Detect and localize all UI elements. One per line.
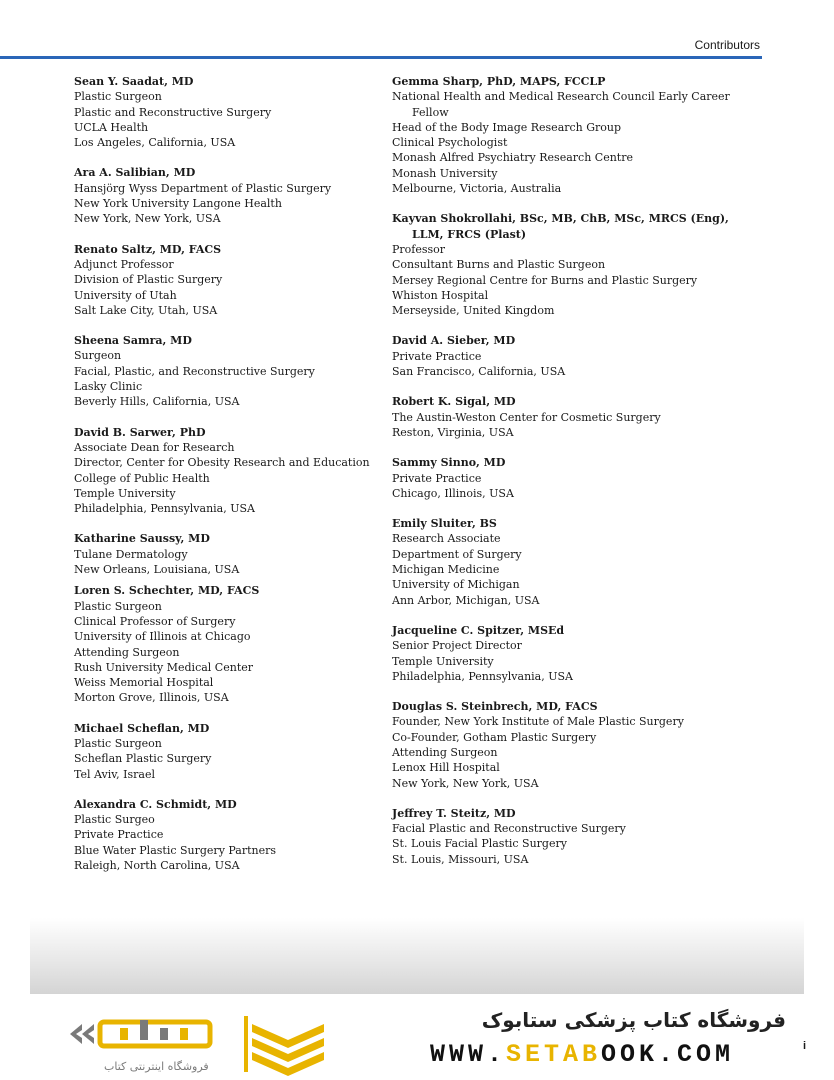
contributor-affiliation-line: Mersey Regional Centre for Burns and Plastic Surgery bbox=[392, 273, 698, 287]
contributor-affiliation-line: Blue Water Plastic Surgery Partners bbox=[74, 843, 277, 857]
contributor-name: Sheena Samra, MD bbox=[74, 334, 192, 348]
contributor-affiliation-line: Michigan Medicine bbox=[392, 563, 500, 577]
contributor-affiliation-line: Clinical Psychologist bbox=[392, 136, 508, 150]
logo-subtitle: فروشگاه اینترنتی کتاب bbox=[104, 1060, 209, 1073]
contributor-affiliation-line: Ann Arbor, Michigan, USA bbox=[392, 593, 540, 607]
contributor-affiliation-line: New York, New York, USA bbox=[392, 776, 539, 790]
running-header-title: Contributors bbox=[694, 38, 760, 52]
store-url[interactable] bbox=[430, 1040, 734, 1069]
contributor-affiliation-line: Department of Surgery bbox=[392, 547, 522, 561]
contributor-name: David B. Sarwer, PhD bbox=[74, 425, 206, 439]
footer-shade bbox=[30, 918, 804, 994]
contributor-affiliation-line: Adjunct Professor bbox=[74, 257, 174, 271]
contributor-affiliation-line: Founder, New York Institute of Male Plastic Surgery bbox=[392, 715, 684, 729]
contributor-name-continued: LLM, FRCS (Plast) bbox=[412, 227, 527, 241]
contributor-affiliation-line: Monash University bbox=[392, 166, 498, 180]
contributor-affiliation-line: New York, New York, USA bbox=[74, 212, 221, 226]
contributor-affiliation-line: Lasky Clinic bbox=[74, 380, 143, 394]
contributor-entry bbox=[74, 721, 374, 782]
store-url-accent: SETAB bbox=[506, 1040, 602, 1069]
contributor-entry bbox=[392, 806, 772, 867]
store-url-pre: WWW. bbox=[430, 1040, 507, 1069]
contributor-affiliation-line: Consultant Burns and Plastic Surgeon bbox=[392, 258, 606, 272]
contributor-affiliation-line: San Francisco, California, USA bbox=[392, 365, 566, 379]
contributor-affiliation-line: Plastic and Reconstructive Surgery bbox=[74, 105, 272, 119]
contributor-affiliation-line: Scheflan Plastic Surgery bbox=[74, 752, 212, 766]
contributor-name: Douglas S. Steinbrech, MD, FACS bbox=[392, 700, 598, 714]
contributor-affiliation-line: Lenox Hill Hospital bbox=[392, 761, 500, 775]
contributor-affiliation-line: Research Associate bbox=[392, 532, 501, 546]
contributor-affiliation-line: Salt Lake City, Utah, USA bbox=[74, 303, 218, 317]
contributor-affiliation-line: Rush University Medical Center bbox=[74, 660, 254, 674]
contributor-entry bbox=[392, 699, 772, 791]
contributor-affiliation-line: Los Angeles, California, USA bbox=[74, 136, 236, 150]
contributor-affiliation-line: Associate Dean for Research bbox=[74, 440, 235, 454]
setabook-logo bbox=[68, 1010, 328, 1078]
contributor-affiliation-line: UCLA Health bbox=[74, 120, 149, 134]
header-rule bbox=[0, 56, 762, 59]
contributor-affiliation-line: Private Practice bbox=[392, 471, 482, 485]
contributor-affiliation-line: Head of the Body Image Research Group bbox=[392, 120, 622, 134]
contributor-entry bbox=[392, 455, 772, 501]
contributor-affiliation-line: Beverly Hills, California, USA bbox=[74, 395, 240, 409]
contributor-affiliation-line: St. Louis, Missouri, USA bbox=[392, 852, 529, 866]
contributor-name: Kayvan Shokrollahi, BSc, MB, ChB, MSc, MRCS (Eng), bbox=[392, 212, 729, 226]
contributor-entry bbox=[392, 623, 772, 684]
contributor-name: Ara A. Salibian, MD bbox=[74, 166, 196, 180]
contributor-name: Emily Sluiter, BS bbox=[392, 517, 497, 531]
contributor-entry bbox=[392, 516, 772, 608]
store-url-post: OOK.COM bbox=[601, 1040, 735, 1069]
store-name: فروشگاه کتاب پزشکی ستابوک bbox=[481, 1008, 786, 1032]
contributor-affiliation-line: Surgeon bbox=[74, 349, 122, 363]
contributor-affiliation-line: Co-Founder, Gotham Plastic Surgery bbox=[392, 730, 597, 744]
contributor-name: Renato Saltz, MD, FACS bbox=[74, 242, 222, 256]
contributor-affiliation-line: Plastic Surgeon bbox=[74, 90, 162, 104]
page-marker: i bbox=[802, 1040, 806, 1052]
contributors-left-column bbox=[74, 74, 374, 888]
contributor-name: Jacqueline C. Spitzer, MSEd bbox=[392, 623, 565, 637]
contributor-affiliation-line: Hansjörg Wyss Department of Plastic Surgery bbox=[74, 181, 332, 195]
contributor-name: Jeffrey T. Steitz, MD bbox=[392, 806, 516, 820]
contributor-affiliation-line: Chicago, Illinois, USA bbox=[392, 486, 514, 500]
contributor-affiliation-line: Tel Aviv, Israel bbox=[74, 767, 155, 781]
contributor-entry bbox=[392, 333, 772, 379]
contributor-affiliation-line: Tulane Dermatology bbox=[74, 547, 188, 561]
contributor-name: Sammy Sinno, MD bbox=[392, 456, 506, 470]
contributor-affiliation-line: University of Illinois at Chicago bbox=[74, 630, 251, 644]
contributor-affiliation-line: Plastic Surgeon bbox=[74, 599, 162, 613]
logo-arrow-marks-icon bbox=[70, 1024, 94, 1044]
contributor-affiliation-line: Private Practice bbox=[392, 349, 482, 363]
contributors-right-column bbox=[392, 74, 772, 882]
contributor-affiliation-line: Weiss Memorial Hospital bbox=[74, 676, 214, 690]
contributor-name: Katharine Saussy, MD bbox=[74, 532, 210, 546]
contributor-affiliation-line: St. Louis Facial Plastic Surgery bbox=[392, 837, 567, 851]
contributor-affiliation-line: Temple University bbox=[392, 654, 494, 668]
contributor-entry bbox=[74, 165, 374, 226]
logo-wordmark-icon bbox=[100, 1020, 210, 1046]
logo-chevron-stack-icon bbox=[244, 1016, 324, 1076]
contributor-name: Loren S. Schechter, MD, FACS bbox=[74, 584, 260, 598]
contributor-affiliation-line: Professor bbox=[392, 242, 446, 256]
contributor-name: Sean Y. Saadat, MD bbox=[74, 75, 194, 88]
contributor-affiliation-line: Fellow bbox=[412, 105, 449, 119]
contributor-affiliation-line: Plastic Surgeon bbox=[74, 736, 162, 750]
contributor-affiliation-line: Temple University bbox=[74, 486, 176, 500]
contributor-affiliation-line: Plastic Surgeo bbox=[74, 813, 155, 827]
contributor-affiliation-line: Philadelphia, Pennsylvania, USA bbox=[74, 502, 255, 516]
contributor-affiliation-line: New York University Langone Health bbox=[74, 197, 282, 211]
contributor-affiliation-line: Whiston Hospital bbox=[392, 288, 489, 302]
contributor-entry bbox=[74, 425, 374, 517]
contributor-affiliation-line: New Orleans, Louisiana, USA bbox=[74, 563, 240, 577]
contributor-affiliation-line: University of Utah bbox=[74, 288, 177, 302]
contributor-affiliation-line: University of Michigan bbox=[392, 578, 520, 592]
contributor-entry bbox=[74, 583, 374, 705]
contributor-entry bbox=[74, 333, 374, 409]
contributor-affiliation-line: National Health and Medical Research Council Early Career bbox=[392, 90, 730, 104]
contributor-affiliation-line: The Austin-Weston Center for Cosmetic Surgery bbox=[392, 410, 661, 424]
contributor-affiliation-line: Melbourne, Victoria, Australia bbox=[392, 182, 562, 196]
contributor-entry bbox=[74, 242, 374, 318]
contributor-name: Robert K. Sigal, MD bbox=[392, 395, 516, 409]
contributor-affiliation-line: Reston, Virginia, USA bbox=[392, 425, 514, 439]
contributor-affiliation-line: Private Practice bbox=[74, 828, 164, 842]
contributor-affiliation-line: Director, Center for Obesity Research and Education bbox=[74, 456, 370, 470]
contributor-affiliation-line: Raleigh, North Carolina, USA bbox=[74, 859, 240, 873]
contributor-name: David A. Sieber, MD bbox=[392, 334, 516, 348]
contributor-affiliation-line: Facial, Plastic, and Reconstructive Surgery bbox=[74, 364, 315, 378]
contributor-affiliation-line: Facial Plastic and Reconstructive Surgery bbox=[392, 822, 626, 836]
contributor-affiliation-line: Senior Project Director bbox=[392, 639, 522, 653]
contributor-affiliation-line: Attending Surgeon bbox=[392, 745, 498, 759]
contributor-entry bbox=[392, 211, 772, 318]
contributor-affiliation-line: Merseyside, United Kingdom bbox=[392, 304, 555, 318]
contributor-affiliation-line: College of Public Health bbox=[74, 471, 210, 485]
contributor-entry bbox=[392, 394, 772, 440]
contributor-affiliation-line: Attending Surgeon bbox=[74, 645, 180, 659]
contributor-name: Michael Scheflan, MD bbox=[74, 721, 210, 735]
contributor-affiliation-line: Monash Alfred Psychiatry Research Centre bbox=[392, 151, 633, 165]
contributor-entry bbox=[74, 531, 374, 577]
contributor-entry bbox=[74, 797, 374, 873]
contributor-affiliation-line: Philadelphia, Pennsylvania, USA bbox=[392, 669, 573, 683]
contributor-name: Alexandra C. Schmidt, MD bbox=[74, 797, 237, 811]
contributor-affiliation-line: Morton Grove, Illinois, USA bbox=[74, 691, 229, 705]
contributor-name: Gemma Sharp, PhD, MAPS, FCCLP bbox=[392, 75, 606, 88]
contributor-affiliation-line: Division of Plastic Surgery bbox=[74, 273, 223, 287]
contributor-entry bbox=[392, 74, 772, 196]
contributor-entry bbox=[74, 74, 374, 150]
contributor-affiliation-line: Clinical Professor of Surgery bbox=[74, 614, 236, 628]
